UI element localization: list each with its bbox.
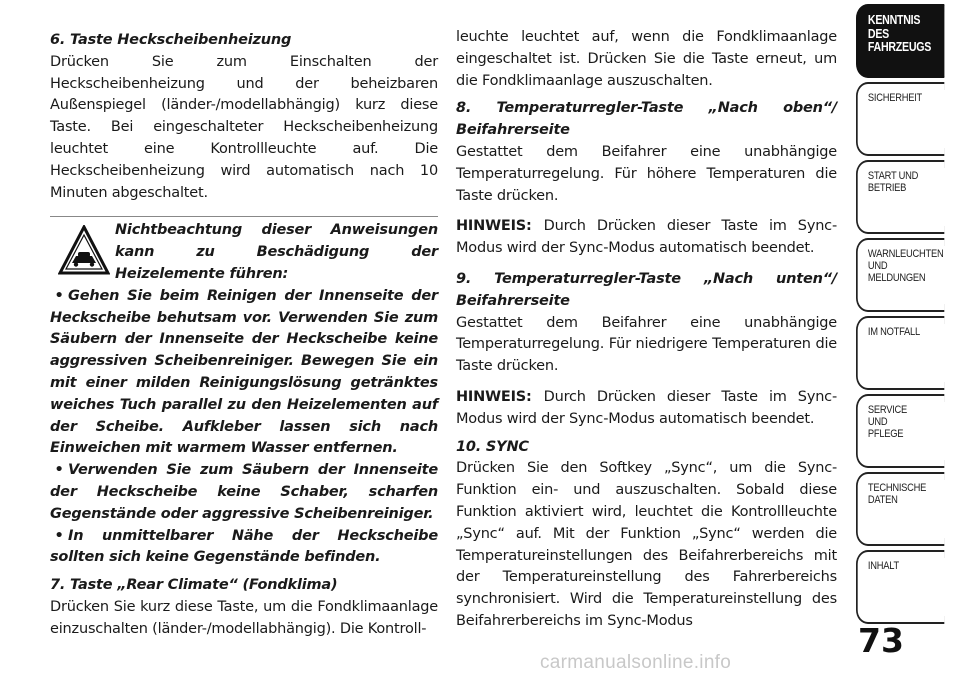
section-7-body: Drücken Sie kurz diese Taste, um die Fondklimaanlage einzuschalten (länder-/modellabhängig). Die Kontroll-	[50, 598, 438, 637]
section-7-continued: leuchte leuchtet auf, wenn die Fondklimaanlage eingeschaltet ist. Drücken Sie die Taste erneut, um die Fondklimaanlage auszuschalten.	[456, 29, 837, 89]
section-10-heading: 10. SYNC	[456, 438, 529, 455]
warning-list	[50, 286, 438, 569]
watermark: carmanualsonline.info	[540, 652, 732, 673]
left-column	[50, 30, 438, 641]
section-9-body: Gestattet dem Beifahrer eine unabhängige Temperaturregelung. Für niedrigere Temperaturen die Taste drücken.	[456, 314, 837, 375]
warning-item: • In unmittelbarer Nähe der Heckscheibe sollten sich keine Gegenstände befinden.	[50, 527, 438, 566]
warning-box	[50, 216, 438, 569]
section-6-body: Drücken Sie zum Einschalten der Heckscheibenheizung und der beheizbaren Außenspiegel (länder-/modellabhängig) kurz diese Taste. Bei eingeschalteter Heckscheibenheizung leuchtet eine Kontrollleuchte auf. Die Heckscheibenheizung wird automatisch nach 10 Minuten abgeschaltet.	[50, 53, 438, 201]
tab-start-und-betrieb[interactable]: START UND BETRIEB	[856, 160, 944, 234]
tab-kenntnis-des-fahrzeugs[interactable]: KENNTNIS DES FAHRZEUGS	[856, 4, 944, 78]
warning-heading-text: Nichtbeachtung dieser Anweisungen kann zu Beschädigung der Heizelemente führen:	[115, 222, 438, 282]
section-8-heading: 8. Temperaturregler-Taste „Nach oben“/ Beifahrerseite	[456, 100, 837, 139]
note-2-text: Durch Drücken dieser Taste im Sync-Modus wird der Sync-Modus automatisch beendet.	[456, 388, 837, 427]
tab-warnleuchten[interactable]: WARNLEUCHTEN UND MELDUNGEN	[856, 238, 944, 312]
tab-technische-daten[interactable]: TECHNISCHE DATEN	[856, 472, 944, 546]
right-column	[456, 27, 837, 633]
chapter-tabs	[856, 0, 960, 678]
tab-im-notfall[interactable]: IM NOTFALL	[856, 316, 944, 390]
section-9-heading: 9. Temperaturregler-Taste „Nach unten“/ Beifahrerseite	[456, 270, 837, 309]
page-number: 73	[858, 621, 904, 660]
warning-item: • Gehen Sie beim Reinigen der Innenseite der Heckscheibe behutsam vor. Verwenden Sie zum Säubern der Innenseite der Heckscheibe keine aggressiven Scheibenreiniger. Bewegen Sie ein mit einer milden Reinigungslösung getränktes weiches Tuch parallel zu den Heizelementen auf der Scheibe. Aufkleber lassen sich nach Einweichen mit warmem Wasser entfernen.	[50, 287, 438, 457]
note-1-label: HINWEIS:	[456, 218, 532, 235]
warning-triangle-icon	[58, 225, 110, 277]
tab-sicherheit[interactable]: SICHERHEIT	[856, 82, 944, 156]
note-2-label: HINWEIS:	[456, 388, 532, 405]
warning-heading	[50, 217, 438, 285]
section-10-body: Drücken Sie den Softkey „Sync“, um die Sync-Funktion ein- und auszuschalten. Sobald diese Funktion aktiviert wird, leuchtet die Kontrollleuchte „Sync“ auf. Mit der Funktion „Sync“ werden die Temperatureinstellungen des Beifahrerbereichs mit der Temperatureinstellung des Fahrerbereichs synchronisiert. Wird die Temperatureinstellung des Beifahrerbereichs im Sync-Modus	[456, 460, 837, 629]
section-7-heading: 7. Taste „Rear Climate“ (Fondklima)	[50, 577, 338, 594]
section-8-body: Gestattet dem Beifahrer eine unabhängige Temperaturregelung. Für höhere Temperaturen die Taste drücken.	[456, 143, 837, 204]
note-2	[456, 387, 837, 431]
note-1	[456, 216, 837, 260]
section-6-heading: 6. Taste Heckscheibenheizung	[50, 32, 292, 48]
note-1-text: Durch Drücken dieser Taste im Sync-Modus wird der Sync-Modus automatisch beendet.	[456, 218, 837, 257]
tab-service-und-pflege[interactable]: SERVICE UND PFLEGE	[856, 394, 944, 468]
warning-item: • Verwenden Sie zum Säubern der Innenseite der Heckscheibe keine Schaber, scharfen Gegenstände oder aggressive Scheibenreiniger.	[50, 462, 438, 522]
tab-inhalt[interactable]: INHALT	[856, 550, 944, 624]
